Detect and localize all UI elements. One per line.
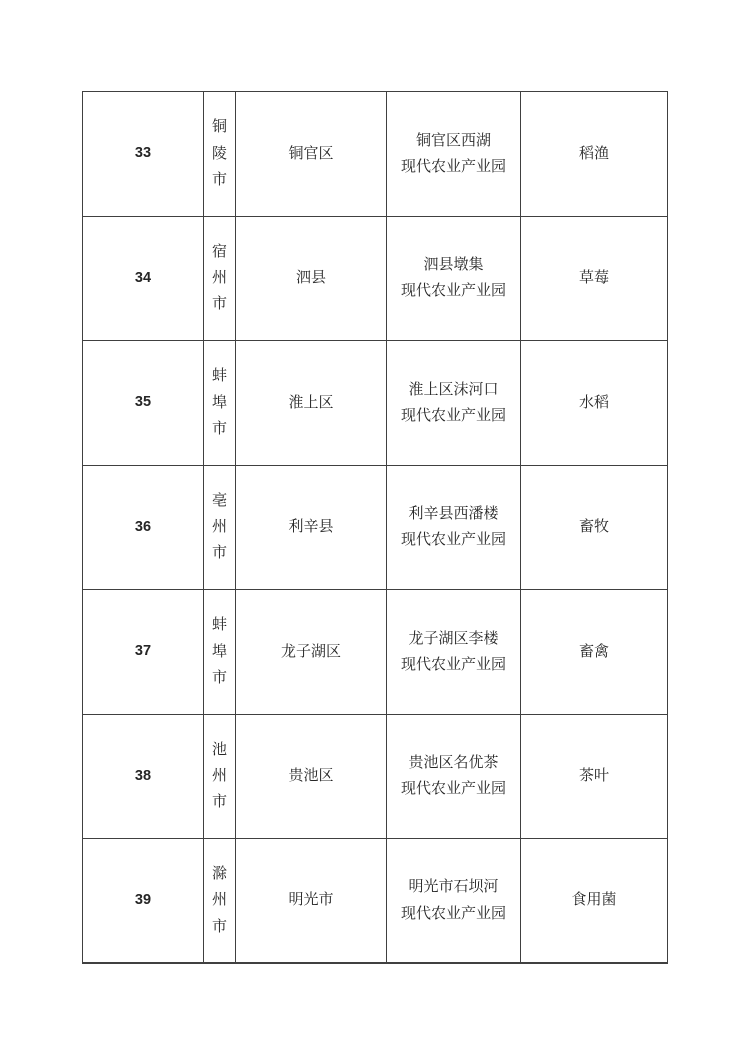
industry-cell: 稻渔 bbox=[521, 92, 668, 217]
park-name-line2: 现代农业产业园 bbox=[400, 781, 506, 798]
city-cell: 亳州市 bbox=[204, 465, 236, 590]
park-name-cell bbox=[387, 590, 521, 715]
park-name-line1: 明光市石坝河 bbox=[408, 879, 499, 896]
park-name-line2: 现代农业产业园 bbox=[400, 905, 506, 922]
park-name-cell bbox=[387, 341, 521, 466]
table-row bbox=[83, 465, 668, 590]
industry-cell: 草莓 bbox=[521, 216, 668, 341]
row-number: 37 bbox=[83, 590, 204, 715]
table-row bbox=[83, 590, 668, 715]
county-cell: 龙子湖区 bbox=[236, 590, 387, 715]
industry-cell: 畜牧 bbox=[521, 465, 668, 590]
park-name-line2: 现代农业产业园 bbox=[400, 283, 506, 300]
industrial-parks-table bbox=[82, 91, 668, 964]
industry-cell: 茶叶 bbox=[521, 714, 668, 839]
city-cell: 蚌埠市 bbox=[204, 590, 236, 715]
county-cell: 泗县 bbox=[236, 216, 387, 341]
row-number: 34 bbox=[83, 216, 204, 341]
industry-cell: 水稻 bbox=[521, 341, 668, 466]
table-row bbox=[83, 92, 668, 217]
park-name-line2: 现代农业产业园 bbox=[400, 656, 506, 673]
county-cell: 利辛县 bbox=[236, 465, 387, 590]
county-cell: 淮上区 bbox=[236, 341, 387, 466]
county-cell: 铜官区 bbox=[236, 92, 387, 217]
park-name-cell bbox=[387, 216, 521, 341]
park-name-cell bbox=[387, 465, 521, 590]
park-name-cell bbox=[387, 92, 521, 217]
table-row bbox=[83, 341, 668, 466]
county-cell: 明光市 bbox=[236, 839, 387, 964]
park-name-line1: 泗县墩集 bbox=[423, 257, 484, 273]
park-name-cell bbox=[387, 839, 521, 964]
row-number: 38 bbox=[83, 714, 204, 839]
park-name-line2: 现代农业产业园 bbox=[400, 532, 506, 549]
row-number: 35 bbox=[83, 341, 204, 466]
park-name-line1: 贵池区名优茶 bbox=[408, 755, 499, 771]
table-row bbox=[83, 839, 668, 964]
park-name-cell bbox=[387, 714, 521, 839]
city-cell: 宿州市 bbox=[204, 216, 236, 341]
park-name-line1: 龙子湖区李楼 bbox=[408, 630, 499, 647]
park-name-line1: 淮上区沫河口 bbox=[408, 381, 499, 398]
industry-cell: 畜禽 bbox=[521, 590, 668, 715]
industry-cell: 食用菌 bbox=[521, 839, 668, 964]
park-name-line1: 铜官区西湖 bbox=[415, 132, 491, 149]
county-cell: 贵池区 bbox=[236, 714, 387, 839]
row-number: 33 bbox=[83, 92, 204, 217]
city-cell: 池州市 bbox=[204, 714, 236, 839]
park-name-line2: 现代农业产业园 bbox=[400, 407, 506, 424]
city-cell: 蚌埠市 bbox=[204, 341, 236, 466]
row-number: 39 bbox=[83, 839, 204, 964]
park-name-line1: 利辛县西潘楼 bbox=[408, 506, 499, 522]
city-cell: 滁州市 bbox=[204, 839, 236, 964]
city-cell: 铜陵市 bbox=[204, 92, 236, 217]
row-number: 36 bbox=[83, 465, 204, 590]
table-row bbox=[83, 216, 668, 341]
park-name-line2: 现代农业产业园 bbox=[400, 158, 506, 175]
table-row bbox=[83, 714, 668, 839]
